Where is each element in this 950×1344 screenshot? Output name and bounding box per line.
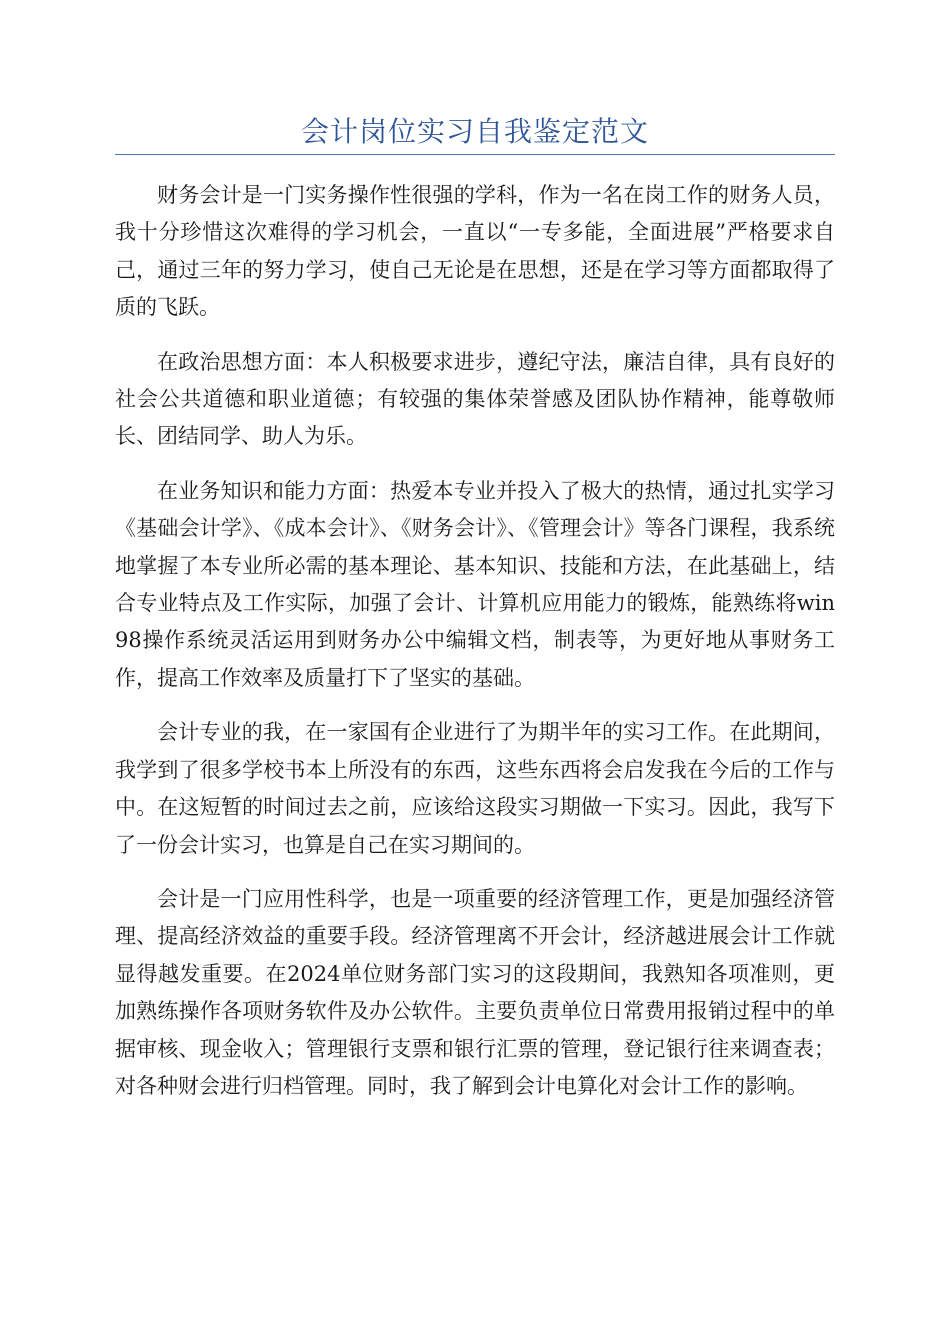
- paragraph-professional-skills: 在业务知识和能力方面：热爱本专业并投入了极大的热情，通过扎实学习《基础会计学》、《成本会计》、《财务会计》、《管理会计》等各门课程，我系统地掌握了本专业所必需的基本理论、基本知识、技能和方法，在此基础上，结合专业特点及工作实际，加强了会计、计算机应用能力的锻炼，能熟练将win98操作系统灵活运用到财务办公中编辑文档，制表等，为更好地从事财务工作，提高工作效率及质量打下了坚实的基础。: [115, 478, 835, 690]
- document-body: [115, 177, 835, 1122]
- title-underline: [115, 154, 835, 155]
- paragraph-political: 在政治思想方面：本人积极要求进步，遵纪守法，廉洁自律，具有良好的社会公共道德和职业道德；有较强的集体荣誉感及团队协作精神，能尊敬师长、团结同学、助人为乐。: [115, 349, 835, 449]
- document-title: 会计岗位实习自我鉴定范文: [300, 115, 649, 148]
- paragraph-intro: 财务会计是一门实务操作性很强的学科，作为一名在岗工作的财务人员，我十分珍惜这次难得的学习机会，一直以“一专多能，全面进展”严格要求自己，通过三年的努力学习，使自己无论是在思想，还是在学习等方面都取得了质的飞跃。: [115, 183, 835, 320]
- paragraph-internship: 会计专业的我，在一家国有企业进行了为期半年的实习工作。在此期间，我学到了很多学校书本上所没有的东西，这些东西将会启发我在今后的工作与中。在这短暂的时间过去之前，应该给这段实习期做一下实习。因此，我写下了一份会计实习，也算是自己在实习期间的。: [115, 720, 835, 857]
- paragraph-accounting-work: 会计是一门应用性科学，也是一项重要的经济管理工作，更是加强经济管理、提高经济效益的重要手段。经济管理离不开会计，经济越进展会计工作就显得越发重要。在2024单位财务部门实习的这段期间，我熟知各项准则，更加熟练操作各项财务软件及办公软件。主要负责单位日常费用报销过程中的单据审核、现金收入；管理银行支票和银行汇票的管理，登记银行往来调查表；对各种财会进行归档管理。同时，我了解到会计电算化对会计工作的影响。: [115, 886, 835, 1098]
